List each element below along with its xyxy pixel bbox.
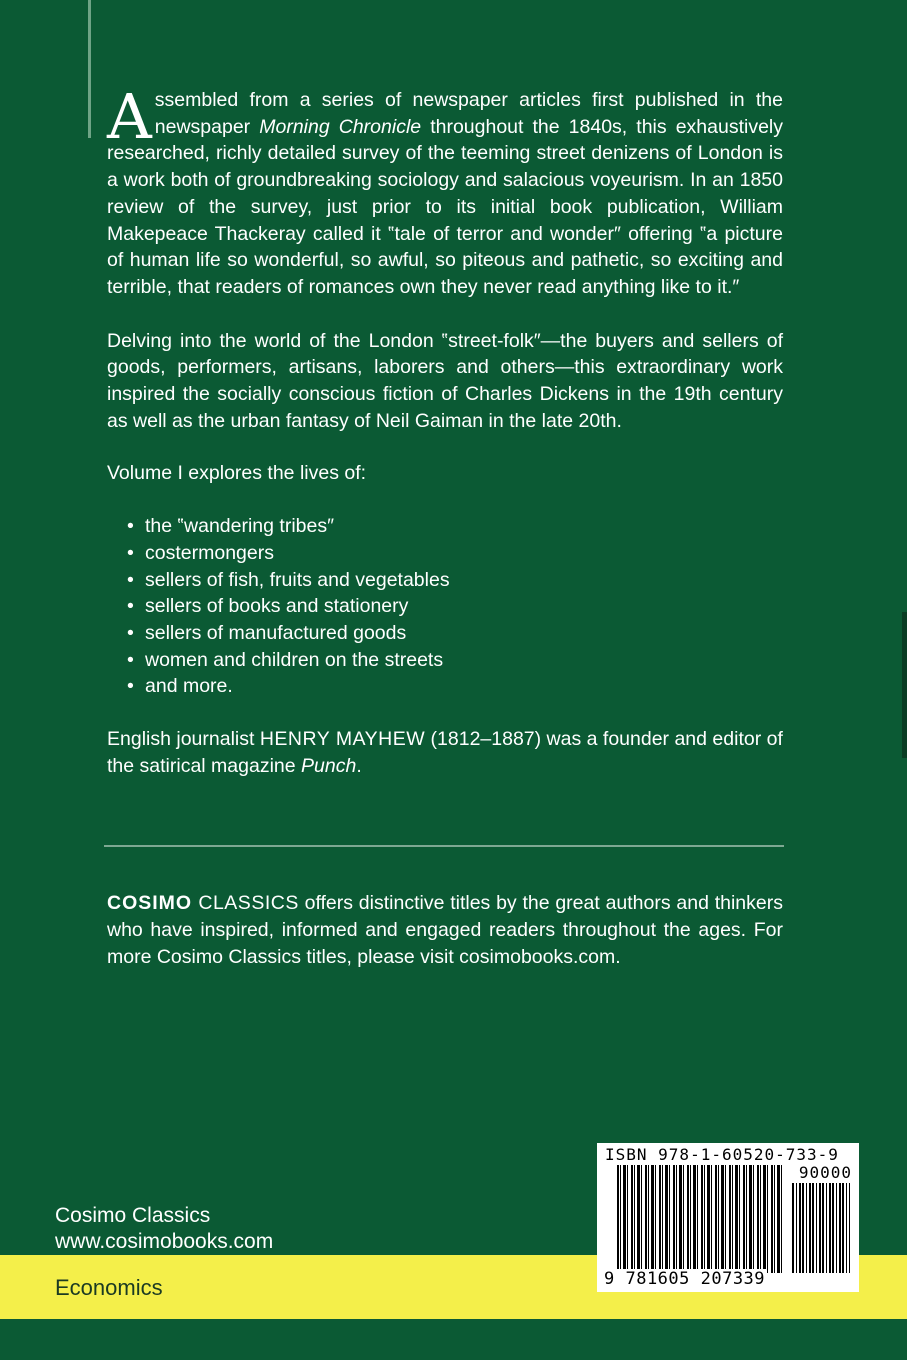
divider	[104, 845, 784, 847]
bullet-icon: •	[127, 568, 134, 591]
newspaper-title: Morning Chronicle	[259, 115, 422, 138]
blurb-text: offers distinctive titles by the great authors and thinkers who have inspired, informed and engaged readers throughout the ages. For more Cosimo Classics titles, please visit cosimobooks.com.	[107, 892, 783, 968]
volume-intro: Volume I explores the lives of:	[107, 462, 367, 485]
brand-classics: CLASSICS	[192, 892, 299, 914]
p1-lead: ssembled from a series of newspaper articles first published in the newspaper	[154, 89, 783, 138]
magazine-title: Punch	[301, 754, 357, 777]
bullet-icon: •	[127, 515, 134, 538]
brand-name: COSIMO	[107, 892, 193, 914]
barcode-bars	[617, 1165, 785, 1273]
p1-rest: throughout the 1840s, this exhaustively researched, richly detailed survey of the teeming street denizens of London is a work both of groundbreaking sociology and salacious voyeurism. In an 1850 review of the survey, just prior to its initial book publication, William Makepeace Thackeray called it ‟tale of terror and wonder″ offering ‟a picture of human life so wonderful, so awful, so piteous and pathetic, so exciting and terrible, that readers of romances own they never read anything like to it.″	[107, 115, 783, 298]
list-item: • women and children on the streets	[127, 647, 783, 674]
list-item: • sellers of fish, fruits and vegetables	[127, 567, 783, 594]
drop-cap: A	[107, 80, 152, 153]
list-item: • and more.	[127, 673, 783, 700]
category-label: Economics	[55, 1275, 163, 1300]
bullet-icon: •	[127, 648, 134, 671]
bullet-icon: •	[127, 675, 134, 698]
publisher-name: Cosimo Classics	[55, 1204, 211, 1227]
decorative-vertical-line	[88, 0, 91, 138]
cosimo-blurb	[107, 890, 783, 971]
description-block	[107, 80, 783, 779]
list-item: • sellers of manufactured goods	[127, 620, 783, 647]
isbn-label: ISBN 978-1-60520-733-9	[605, 1145, 839, 1164]
edge-strip	[902, 612, 907, 758]
author-name: HENRY MAYHEW	[259, 728, 426, 751]
ean-digits: 9 781605 207339	[604, 1269, 766, 1289]
bullet-icon: •	[127, 541, 134, 564]
description-paragraph-1	[107, 80, 783, 301]
list-item: • sellers of books and stationery	[127, 593, 783, 620]
publisher-info	[55, 1203, 273, 1255]
topics-list	[107, 513, 783, 700]
bullet-icon: •	[127, 621, 134, 644]
author-bio: English journalist HENRY MAYHEW (1812–1887) was a founder and editor of the satirical magazine Punch.	[107, 728, 783, 777]
barcode-addon-bars	[792, 1183, 850, 1273]
list-item: • costermongers	[127, 540, 783, 567]
isbn-barcode	[597, 1143, 859, 1292]
price-code: 90000	[798, 1163, 852, 1182]
list-item: • the ‟wandering tribes″	[127, 513, 783, 540]
publisher-url: www.cosimobooks.com	[55, 1230, 274, 1253]
description-paragraph-2: Delving into the world of the London ‟street-folk″—the buyers and sellers of goods, performers, artisans, laborers and others—this extraordinary work inspired the socially conscious fiction of Charles Dickens in the 19th century as well as the urban fantasy of Neil Gaiman in the late 20th.	[107, 329, 783, 432]
bullet-icon: •	[127, 595, 134, 618]
